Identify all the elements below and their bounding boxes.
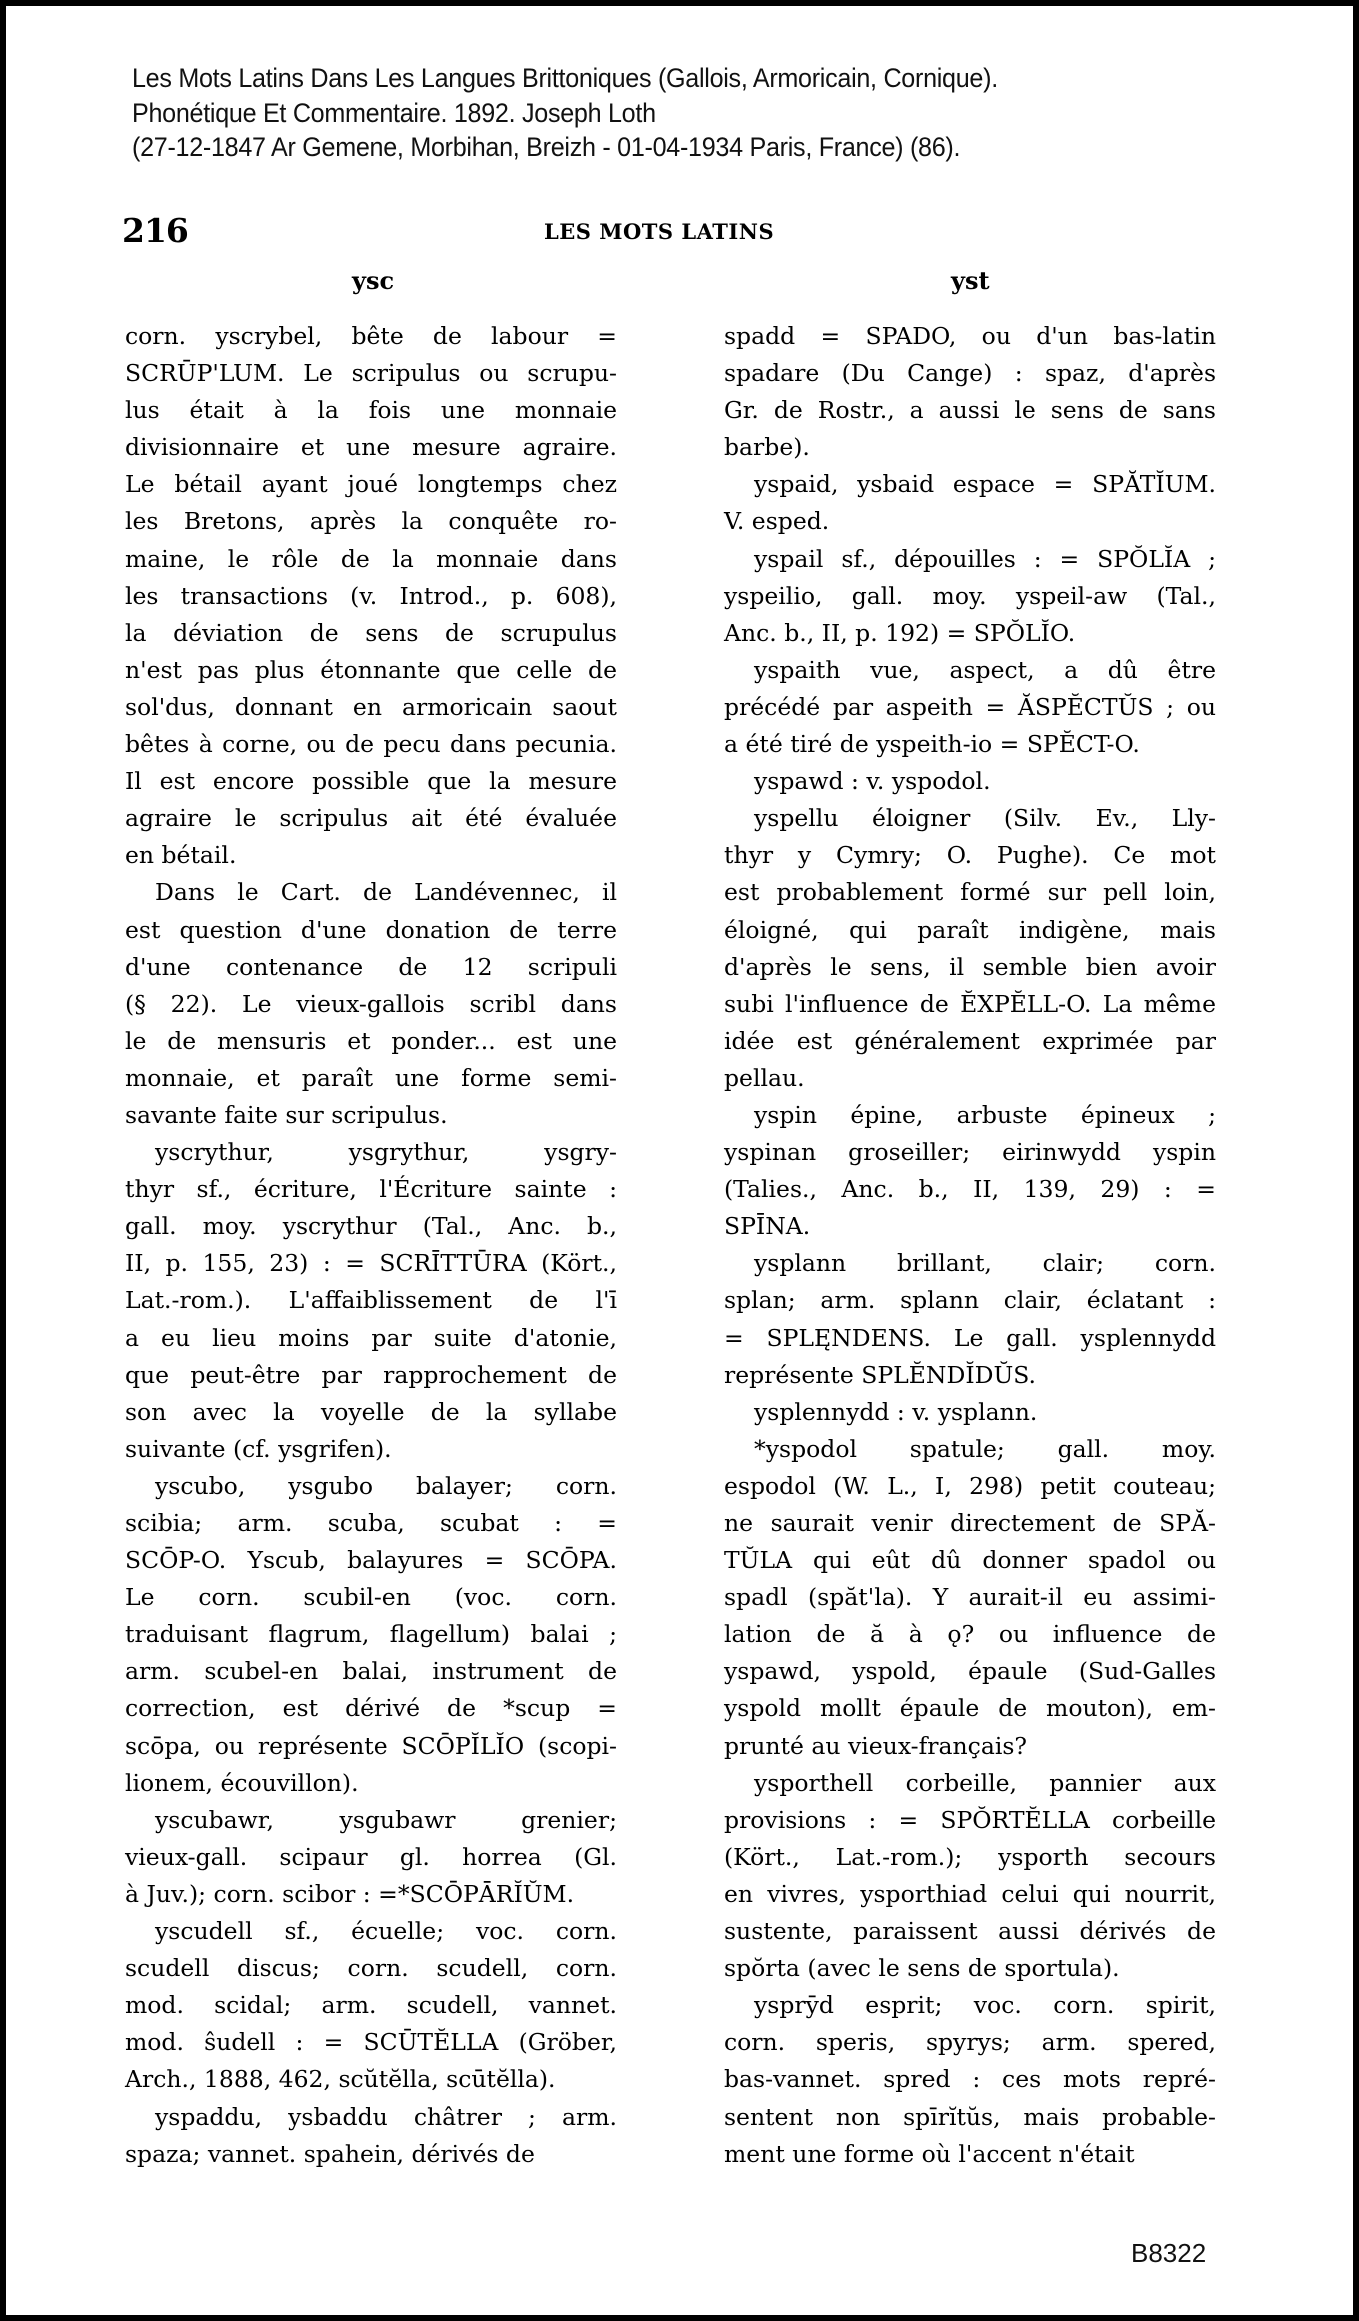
- text-line: yspail sf., dépouilles : = SPŎLĬA ;: [754, 544, 1216, 573]
- text-line: est probablement formé sur pell loin,: [724, 878, 1216, 907]
- text-line: thyr y Cymry; O. Pughe). Ce mot: [724, 841, 1216, 870]
- text-line: monnaie, et paraît une forme semi-: [125, 1063, 617, 1092]
- text-line: scibia; arm. scuba, scubat : =: [125, 1509, 617, 1537]
- text-line: ysplennydd : v. ysplann.: [754, 1397, 1038, 1426]
- text-line: pellau.: [724, 1063, 805, 1092]
- text-line: prunté au vieux-français?: [724, 1731, 1028, 1760]
- citation-line: (27-12-1847 Ar Gemene, Morbihan, Breizh - 01-04-1934 Paris, France) (86).: [132, 132, 961, 162]
- text-line: mod. ŝudell : = SCŪTĔLLA (Gröber,: [125, 2028, 617, 2057]
- text-line: (Kört., Lat.-rom.); ysporth secours: [724, 1842, 1216, 1871]
- text-line: yspellu éloigner (Silv. Ev., Lly-: [754, 804, 1216, 833]
- text-line: espodol (W. L., I, 298) petit couteau;: [724, 1471, 1216, 1500]
- text-line: Gr. de Rostr., a aussi le sens de sans: [724, 396, 1216, 425]
- text-line: ysplann brillant, clair; corn.: [754, 1249, 1216, 1278]
- text-line: spŏrta (avec le sens de sportula).: [724, 1954, 1120, 1983]
- text-line: SPĪNA.: [724, 1212, 811, 1241]
- text-line: arm. scubel-en balai, instrument de: [125, 1657, 617, 1686]
- text-line: Le corn. scubil-en (voc. corn.: [125, 1583, 617, 1612]
- text-line: divisionnaire et une mesure agraire.: [125, 433, 617, 462]
- text-line: Dans le Cart. de Landévennec, il: [155, 878, 617, 907]
- text-line: Le bétail ayant joué longtemps chez: [125, 470, 617, 499]
- text-line: son avec la voyelle de la syllabe: [125, 1397, 617, 1426]
- text-line: yspaddu, ysbaddu châtrer ; arm.: [155, 2102, 617, 2131]
- text-line: lionem, écouvillon).: [125, 1768, 359, 1797]
- text-line: scudell discus; corn. scudell, corn.: [125, 1954, 617, 1983]
- text-line: = SPLĘNDENS. Le gall. ysplennydd: [724, 1323, 1216, 1352]
- text-line: suivante (cf. ysgrifen).: [125, 1434, 392, 1463]
- citation-line: Phonétique Et Commentaire. 1892. Joseph Loth: [132, 97, 656, 128]
- text-line: thyr sf., écriture, l'Écriture sainte :: [125, 1175, 617, 1204]
- text-line: ment une forme où l'accent n'était: [724, 2139, 1135, 2168]
- text-line: TŬLA qui eût dû donner spadol ou: [724, 1546, 1216, 1575]
- text-line: lus était à la fois une monnaie: [125, 396, 617, 425]
- text-line: yspaid, ysbaid espace = SPĂTĬUM.: [754, 470, 1216, 499]
- text-line: yspold mollt épaule de mouton), em-: [724, 1694, 1216, 1723]
- text-line: savante faite sur scripulus.: [125, 1100, 448, 1129]
- text-line: est question d'une donation de terre: [125, 915, 617, 944]
- text-line: (§ 22). Le vieux-gallois scribl dans: [125, 989, 617, 1018]
- text-line: SCRŪP'LUM. Le scripulus ou scrupu-: [125, 359, 617, 388]
- text-line: éloigné, qui paraît indigène, mais: [724, 915, 1216, 944]
- text-line: à Juv.); corn. scibor : =*SCŌPĀRĬŬM.: [125, 1879, 575, 1908]
- text-line: yspawd : v. yspodol.: [754, 767, 991, 796]
- text-line: provisions : = SPŎRTĔLLA corbeille: [724, 1805, 1216, 1834]
- text-line: sustente, paraissent aussi dérivés de: [724, 1917, 1216, 1946]
- text-line: en bétail.: [125, 841, 237, 870]
- text-line: que peut-être par rapprochement de: [125, 1360, 617, 1389]
- text-line: yscrythur, ysgrythur, ysgry-: [155, 1138, 617, 1167]
- citation-line: Les Mots Latins Dans Les Langues Brittoniques (Gallois, Armoricain, Cornique).: [132, 63, 998, 93]
- left-column-guide-word: ysc: [352, 266, 395, 295]
- text-line: a été tiré de yspeith-io = SPĔCT-O.: [724, 730, 1140, 759]
- text-line: yscubawr, ysgubawr grenier;: [155, 1805, 617, 1834]
- text-line: en vivres, ysporthiad celui qui nourrit,: [724, 1879, 1216, 1908]
- text-line: n'est pas plus étonnante que celle de: [125, 655, 617, 684]
- text-line: SCŌP-O. Yscub, balayures = SCŌPA.: [125, 1546, 617, 1575]
- text-line: subi l'influence de ĔXPĔLL-O. La même: [724, 989, 1216, 1018]
- text-line: maine, le rôle de la monnaie dans: [125, 544, 617, 573]
- text-line: mod. scidal; arm. scudell, vannet.: [125, 1991, 617, 2020]
- text-line: d'une contenance de 12 scripuli: [125, 952, 617, 981]
- text-line: *yspodol spatule; gall. moy.: [754, 1434, 1216, 1463]
- text-line: spadare (Du Cange) : spaz, d'après: [724, 359, 1216, 388]
- text-line: yspeilio, gall. moy. yspeil-aw (Tal.,: [724, 581, 1216, 610]
- text-line: yspinan groseiller; eirinwydd yspin: [724, 1138, 1216, 1167]
- running-title: LES MOTS LATINS: [544, 219, 775, 244]
- text-line: les transactions (v. Introd., p. 608),: [125, 581, 617, 610]
- text-line: spaza; vannet. spahein, dérivés de: [125, 2139, 535, 2168]
- text-line: Lat.-rom.). L'affaiblissement de l'ī: [125, 1286, 617, 1315]
- text-line: ysprȳd esprit; voc. corn. spirit,: [754, 1991, 1216, 2020]
- text-line: spadl (spăt'la). Y aurait-il eu assimi-: [724, 1583, 1216, 1612]
- text-line: (Talies., Anc. b., II, 139, 29) : =: [724, 1175, 1216, 1204]
- text-line: scōpa, ou représente SCŌPĬLĬO (scopi-: [125, 1731, 617, 1760]
- text-line: lation de ă à ǫ? ou influence de: [724, 1620, 1216, 1649]
- text-line: ysporthell corbeille, pannier aux: [754, 1768, 1216, 1797]
- text-line: le de mensuris et ponder... est une: [125, 1026, 617, 1055]
- text-line: correction, est dérivé de *scup =: [125, 1694, 617, 1723]
- text-line: yspawd, yspold, épaule (Sud-Galles: [724, 1657, 1216, 1686]
- text-line: spadd = SPADO, ou d'un bas-latin: [724, 322, 1216, 350]
- text-line: corn. speris, spyrys; arm. spered,: [724, 2028, 1216, 2057]
- text-line: précédé par aspeith = ĂSPĔCTŬS ; ou: [724, 692, 1216, 721]
- right-text-column: [724, 318, 1216, 2173]
- text-line: Arch., 1888, 462, scŭtĕlla, scūtĕlla).: [125, 2065, 556, 2094]
- text-line: représente SPLĔNDĬDŬS.: [724, 1360, 1036, 1389]
- right-column-guide-word: yst: [951, 266, 990, 295]
- text-line: bêtes à corne, ou de pecu dans pecunia.: [125, 730, 617, 759]
- text-line: Il est encore possible que la mesure: [125, 767, 617, 796]
- text-line: yscudell sf., écuelle; voc. corn.: [155, 1917, 617, 1946]
- text-line: V. esped.: [724, 507, 830, 536]
- text-line: gall. moy. yscrythur (Tal., Anc. b.,: [125, 1212, 617, 1241]
- text-line: a eu lieu moins par suite d'atonie,: [125, 1323, 617, 1352]
- text-line: Anc. b., II, p. 192) = SPŎLĬO.: [724, 618, 1076, 647]
- text-line: yspaith vue, aspect, a dû être: [754, 655, 1216, 684]
- left-text-column: [125, 318, 617, 2173]
- text-line: la déviation de sens de scrupulus: [125, 618, 617, 647]
- text-line: idée est généralement exprimée par: [724, 1026, 1216, 1055]
- text-line: traduisant flagrum, flagellum) balai ;: [125, 1620, 617, 1649]
- text-line: ne saurait venir directement de SPĂ-: [724, 1509, 1216, 1537]
- text-line: bas-vannet. spred : ces mots repré-: [724, 2065, 1216, 2094]
- text-line: splan; arm. splann clair, éclatant :: [724, 1286, 1216, 1315]
- running-head: [6, 211, 1353, 251]
- text-line: sentent non spīrĭtŭs, mais probable-: [724, 2102, 1216, 2131]
- text-line: vieux-gall. scipaur gl. horrea (Gl.: [125, 1842, 617, 1871]
- text-line: les Bretons, après la conquête ro-: [125, 507, 617, 536]
- book-page: [5, 5, 1354, 2316]
- page-number: 216: [122, 211, 188, 250]
- text-line: sol'dus, donnant en armoricain saout: [125, 692, 617, 721]
- text-line: yscubo, ysgubo balayer; corn.: [155, 1471, 617, 1500]
- text-line: yspin épine, arbuste épineux ;: [754, 1100, 1216, 1129]
- text-line: II, p. 155, 23) : = SCRĪTTŪRA (Kört.,: [125, 1249, 617, 1278]
- text-line: agraire le scripulus ait été évaluée: [125, 804, 617, 833]
- text-line: corn. yscrybel, bête de labour =: [125, 322, 617, 350]
- shelfmark: B8322: [1131, 2238, 1207, 2268]
- bibliographic-citation: [132, 61, 1202, 165]
- text-line: barbe).: [724, 433, 810, 462]
- text-line: d'après le sens, il semble bien avoir: [724, 952, 1216, 981]
